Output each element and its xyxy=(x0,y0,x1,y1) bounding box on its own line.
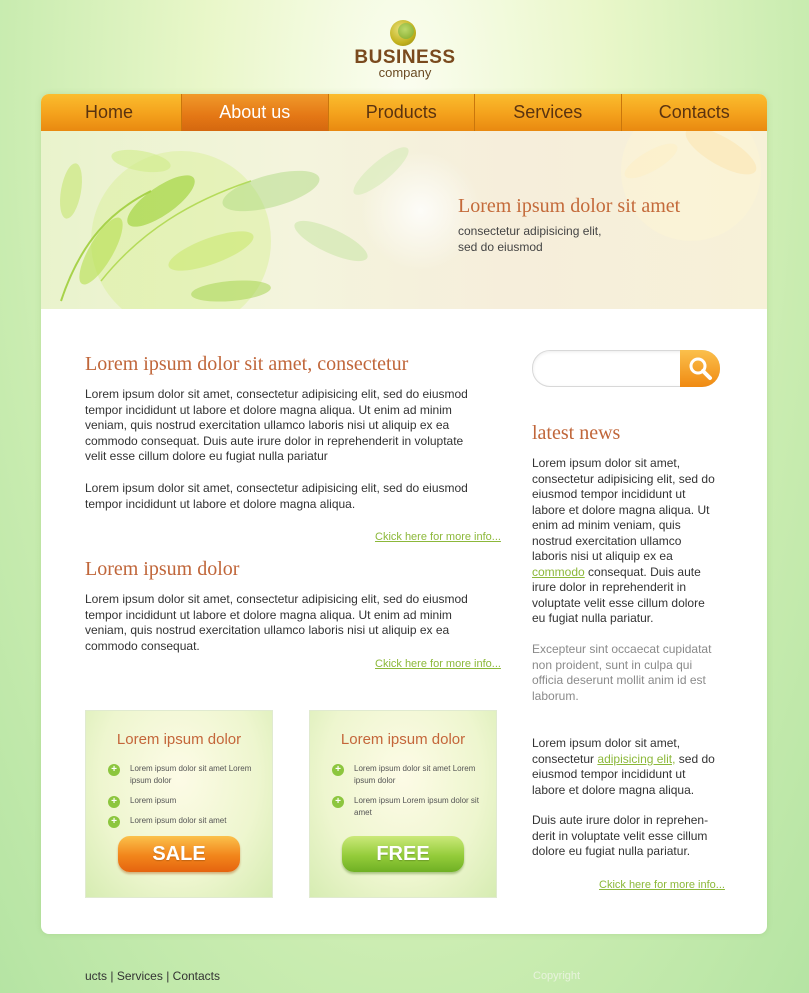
news-text: sed do eiusmod tempor incididunt ut labore et dolore magna aliqua. xyxy=(532,751,715,797)
nav-about-us[interactable]: About us xyxy=(182,94,329,131)
news-link[interactable]: commodo xyxy=(532,564,585,579)
brand-subtitle: company xyxy=(378,65,432,80)
news-paragraph: Excepteur sint occaecat cupidatat non proident, sunt in culpa qui officia deserunt mollit anim id est laborum. xyxy=(532,642,712,703)
search-box xyxy=(532,350,720,387)
footer-link-services[interactable]: Services xyxy=(116,969,163,983)
hero-text-line: sed do eiusmod xyxy=(458,240,543,254)
list-item: + Lorem ipsum dolor sit amet xyxy=(108,815,268,827)
news-paragraph xyxy=(532,736,718,798)
more-info-link[interactable]: Ckick here for more info... xyxy=(599,879,725,891)
list-item: + Lorem ipsum dolor sit amet Lorem ipsum dolor xyxy=(332,763,492,787)
list-item: + Lorem ipsum dolor sit amet Lorem ipsum dolor xyxy=(108,763,268,787)
section1-title: Lorem ipsum dolor sit amet, consectetur xyxy=(85,353,409,375)
list-item: + Lorem ipsum xyxy=(108,795,268,807)
promo-list xyxy=(332,763,492,827)
more-info-link[interactable]: Ckick here for more info... xyxy=(375,531,501,543)
news-text: consequat. Duis aute irure dolor in reprehenderit in voluptate velit esse cillum dolore eu fugiat nulla pariatur. xyxy=(532,564,705,625)
promo-title: Lorem ipsum dolor xyxy=(340,731,466,748)
list-item: + Lorem ipsum Lorem ipsum dolor sit amet xyxy=(332,795,492,819)
nav-contacts[interactable]: Contacts xyxy=(658,102,730,122)
sale-button[interactable]: SALE xyxy=(118,836,240,872)
footer-nav xyxy=(85,969,220,983)
footer-link-contacts[interactable]: Contacts xyxy=(172,969,221,983)
hero-banner xyxy=(41,131,767,309)
section1-paragraph: Lorem ipsum dolor sit amet, consectetur adipisicing elit, sed do eiusmod tempor incididunt ut labore et dolore magna aliqua. xyxy=(85,481,468,511)
leaves-illustration xyxy=(41,131,767,309)
footer-separator: | xyxy=(166,969,170,983)
search-input[interactable] xyxy=(545,359,679,379)
news-paragraph xyxy=(532,456,718,627)
section1-paragraph: Lorem ipsum dolor sit amet, consectetur adipisicing elit, sed do eiusmod tempor incididunt ut labore et dolore magna aliqua. Ut enim ad minim veniam, quis nostrud exercitation ullamco laboris nisi ut aliquip ex ea commodo consequat. Duis aute irure dolor in reprehenderit in voluptate velit esse cillum dolore eu fugiat nulla pariatur xyxy=(85,387,468,463)
hero-text xyxy=(458,223,658,255)
brand-name: BUSINESS xyxy=(354,47,456,68)
main-card xyxy=(41,94,767,934)
promo-title: Lorem ipsum dolor xyxy=(116,731,242,748)
promo-list xyxy=(108,763,268,835)
search-button[interactable] xyxy=(680,350,720,387)
footer-link-products[interactable]: ucts xyxy=(85,969,108,983)
news-text: Lorem ipsum dolor sit amet, consectetur adipisicing elit, sed do eiusmod tempor incididunt ut labore et dolore magna aliqua. Ut enim ad minim veniam, quis nostrud exercitation ullamco laboris nisi ut aliquip ex ea xyxy=(532,456,715,563)
hero-title: Lorem ipsum dolor sit amet xyxy=(458,195,681,217)
main-nav xyxy=(41,94,767,132)
copyright: Copyright xyxy=(533,970,581,982)
news-link[interactable]: adipisicing elit, xyxy=(597,751,676,766)
search-icon xyxy=(680,350,720,387)
footer-separator: | xyxy=(110,969,114,983)
promo-box-sale xyxy=(85,710,273,898)
news-paragraph: Duis aute irure dolor in reprehen-derit in voluptate velit esse cillum dolore eu fugiat nulla pariatur. xyxy=(532,813,709,858)
hero-text-line: consectetur adipisicing elit, xyxy=(458,224,602,238)
nav-products[interactable]: Products xyxy=(329,94,476,131)
nav-home[interactable]: Home xyxy=(41,94,182,131)
section2-paragraph: Lorem ipsum dolor sit amet, consectetur adipisicing elit, sed do eiusmod tempor incididunt ut labore et dolore magna aliqua. Ut enim ad minim veniam, quis nostrud exercitation ullamco laboris nisi ut aliquip ex ea commodo consequat. xyxy=(85,592,468,653)
section2-title: Lorem ipsum dolor xyxy=(85,558,240,580)
promo-box-free xyxy=(309,710,497,898)
news-text: Lorem ipsum dolor sit amet, consectetur xyxy=(532,736,681,766)
free-button[interactable]: FREE xyxy=(342,836,464,872)
logo-icon xyxy=(390,20,416,46)
more-info-link[interactable]: Ckick here for more info... xyxy=(375,658,501,670)
nav-services[interactable]: Services xyxy=(475,94,622,131)
news-title: latest news xyxy=(532,422,621,444)
